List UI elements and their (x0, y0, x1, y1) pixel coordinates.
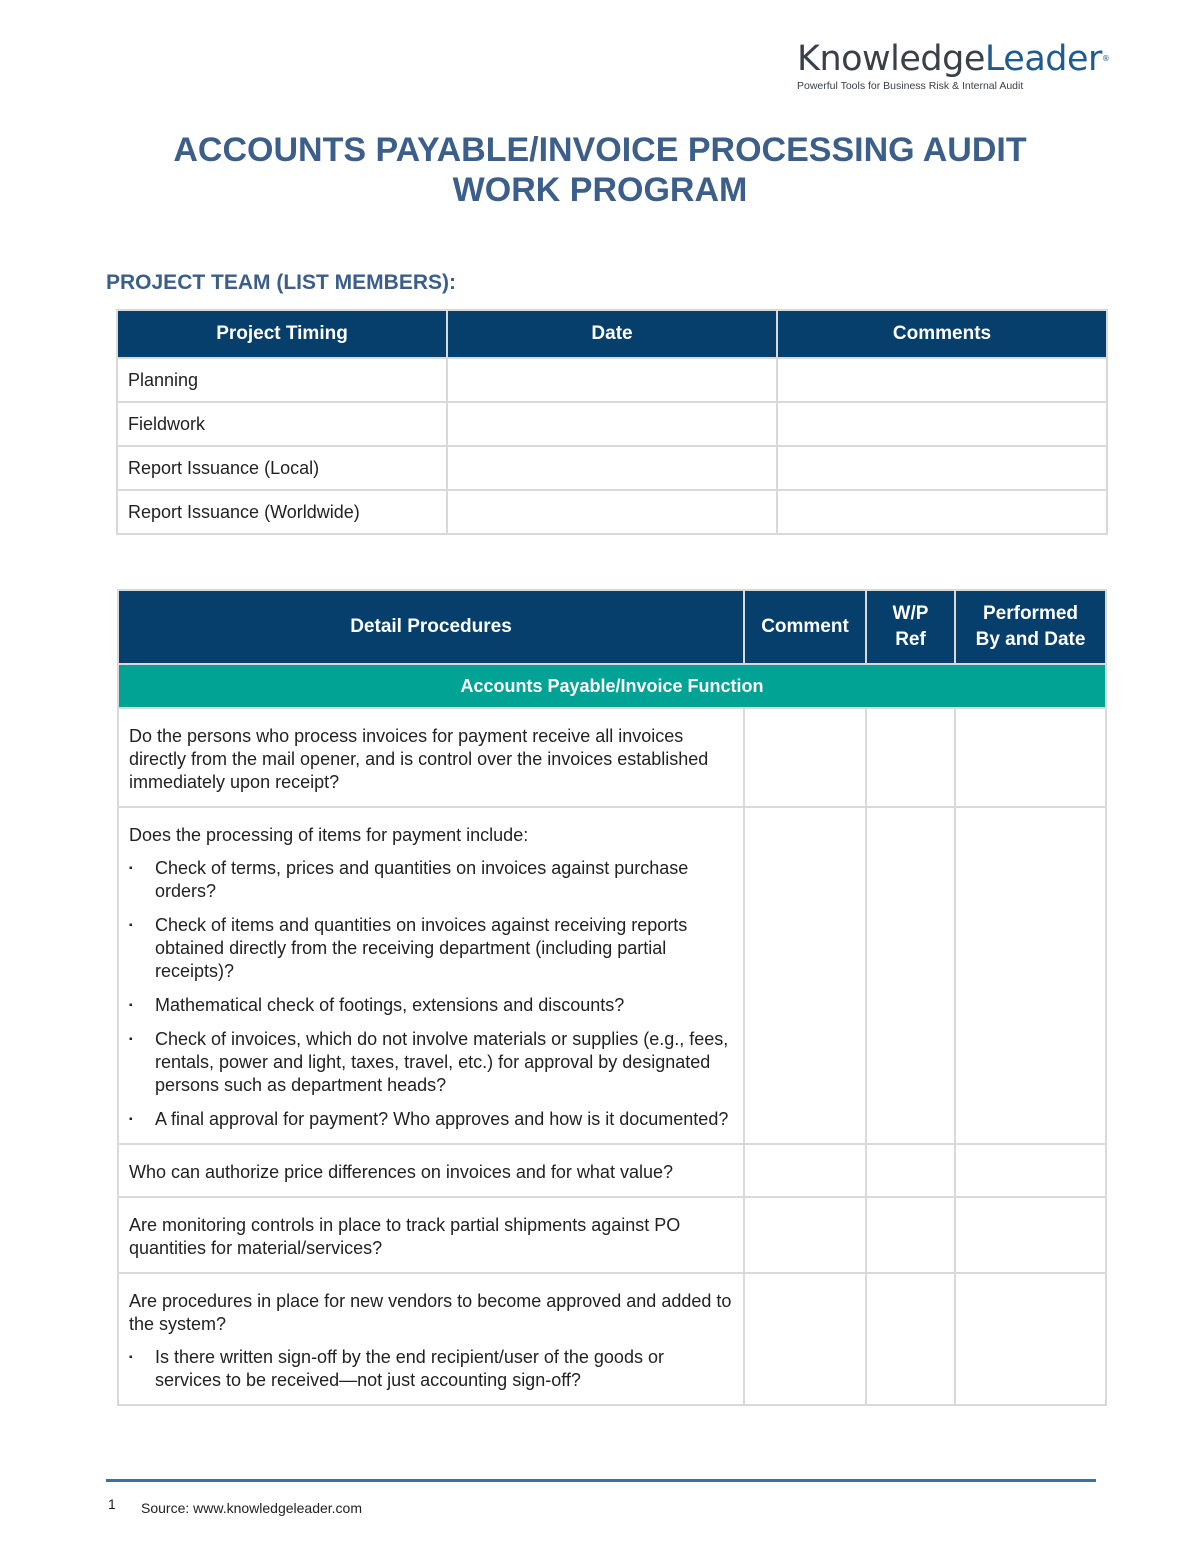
procedure-cell (118, 1197, 744, 1273)
procedure-bullet: ▪ Is there written sign-off by the end recipient/user of the goods or services to be received—not just accounting sign-off? (129, 1346, 733, 1392)
knowledgeleader-logo (797, 38, 1110, 92)
header-date: Date (447, 310, 777, 358)
header-comment: Comment (744, 590, 866, 664)
procedure-question: Are procedures in place for new vendors to become approved and added to the system? (129, 1291, 732, 1334)
wp-ref-cell[interactable] (866, 708, 955, 807)
timing-header-row (117, 310, 1107, 358)
table-row (117, 358, 1107, 402)
timing-date-cell[interactable] (447, 490, 777, 534)
logo-wordmark (797, 38, 1110, 80)
header-performed-line1: Performed (982, 603, 1079, 624)
project-team-heading: PROJECT TEAM (LIST MEMBERS): (106, 271, 456, 294)
comment-cell[interactable] (744, 807, 866, 1144)
header-wp-ref-line1: W/P (892, 603, 929, 624)
timing-label: Fieldwork (117, 402, 447, 446)
procedure-cell (118, 708, 744, 807)
document-title (100, 130, 1100, 210)
wp-ref-cell[interactable] (866, 1197, 955, 1273)
table-row (118, 807, 1106, 1144)
page-number: 1 (108, 1496, 116, 1512)
wp-ref-cell[interactable] (866, 807, 955, 1144)
performed-by-cell[interactable] (955, 1197, 1106, 1273)
procedure-bullet: ▪ Check of terms, prices and quantities on invoices against purchase orders? (129, 857, 733, 903)
logo-name-part2: Leader (984, 39, 1102, 79)
section-row (118, 664, 1106, 708)
wp-ref-cell[interactable] (866, 1273, 955, 1405)
header-wp-ref-line2: Ref (895, 629, 926, 650)
timing-label: Report Issuance (Worldwide) (117, 490, 447, 534)
header-detail-procedures: Detail Procedures (118, 590, 744, 664)
timing-comments-cell[interactable] (777, 446, 1107, 490)
procedure-bullet: ▪ Mathematical check of footings, extensions and discounts? (129, 994, 733, 1017)
procedure-question: Does the processing of items for payment include: (129, 825, 529, 845)
table-row (117, 402, 1107, 446)
procedure-bullet: ▪ A final approval for payment? Who approves and how is it documented? (129, 1108, 733, 1131)
comment-cell[interactable] (744, 1197, 866, 1273)
logo-registered-mark: ® (1101, 54, 1110, 63)
timing-label: Planning (117, 358, 447, 402)
performed-by-cell[interactable] (955, 1144, 1106, 1197)
timing-comments-cell[interactable] (777, 402, 1107, 446)
timing-date-cell[interactable] (447, 446, 777, 490)
logo-tagline: Powerful Tools for Business Risk & Internal Audit (797, 80, 1024, 92)
procedure-question: Are monitoring controls in place to track partial shipments against PO quantities for material/services? (129, 1215, 681, 1258)
comment-cell[interactable] (744, 708, 866, 807)
timing-comments-cell[interactable] (777, 358, 1107, 402)
procedure-cell (118, 1144, 744, 1197)
timing-date-cell[interactable] (447, 358, 777, 402)
procedures-header-row (118, 590, 1106, 664)
logo-name-part1: Knowledge (797, 39, 985, 79)
procedure-bullet-list (129, 857, 733, 1131)
procedure-bullet-list (129, 1346, 733, 1392)
performed-by-cell[interactable] (955, 807, 1106, 1144)
header-performed-line2: By and Date (975, 629, 1086, 650)
procedure-bullet: ▪ Check of invoices, which do not involve materials or supplies (e.g., fees, rentals, power and light, taxes, travel, etc.) for approval by designated persons such as department heads? (129, 1028, 733, 1097)
detail-procedures-table (117, 589, 1107, 1406)
footer-divider (106, 1479, 1096, 1482)
header-comments: Comments (777, 310, 1107, 358)
title-line-2: WORK PROGRAM (452, 171, 748, 209)
footer-source: Source: www.knowledgeleader.com (141, 1500, 363, 1516)
performed-by-cell[interactable] (955, 1273, 1106, 1405)
table-row (117, 490, 1107, 534)
procedure-bullet: ▪ Check of items and quantities on invoices against receiving reports obtained directly from the receiving department (including partial receipts)? (129, 914, 733, 983)
procedure-cell (118, 1273, 744, 1405)
procedure-question: Do the persons who process invoices for payment receive all invoices directly from the mail opener, and is control over the invoices established immediately upon receipt? (129, 726, 709, 792)
timing-date-cell[interactable] (447, 402, 777, 446)
performed-by-cell[interactable] (955, 708, 1106, 807)
comment-cell[interactable] (744, 1144, 866, 1197)
timing-comments-cell[interactable] (777, 490, 1107, 534)
header-project-timing: Project Timing (117, 310, 447, 358)
table-row (118, 1197, 1106, 1273)
wp-ref-cell[interactable] (866, 1144, 955, 1197)
table-row (117, 446, 1107, 490)
table-row (118, 1144, 1106, 1197)
procedure-question: Who can authorize price differences on invoices and for what value? (129, 1162, 673, 1182)
project-timing-table (116, 309, 1108, 535)
table-row (118, 708, 1106, 807)
title-line-1: ACCOUNTS PAYABLE/INVOICE PROCESSING AUDIT (173, 131, 1027, 169)
timing-label: Report Issuance (Local) (117, 446, 447, 490)
section-title: Accounts Payable/Invoice Function (118, 664, 1106, 708)
table-row (118, 1273, 1106, 1405)
procedure-cell (118, 807, 744, 1144)
comment-cell[interactable] (744, 1273, 866, 1405)
header-performed-by (955, 590, 1106, 664)
header-wp-ref (866, 590, 955, 664)
